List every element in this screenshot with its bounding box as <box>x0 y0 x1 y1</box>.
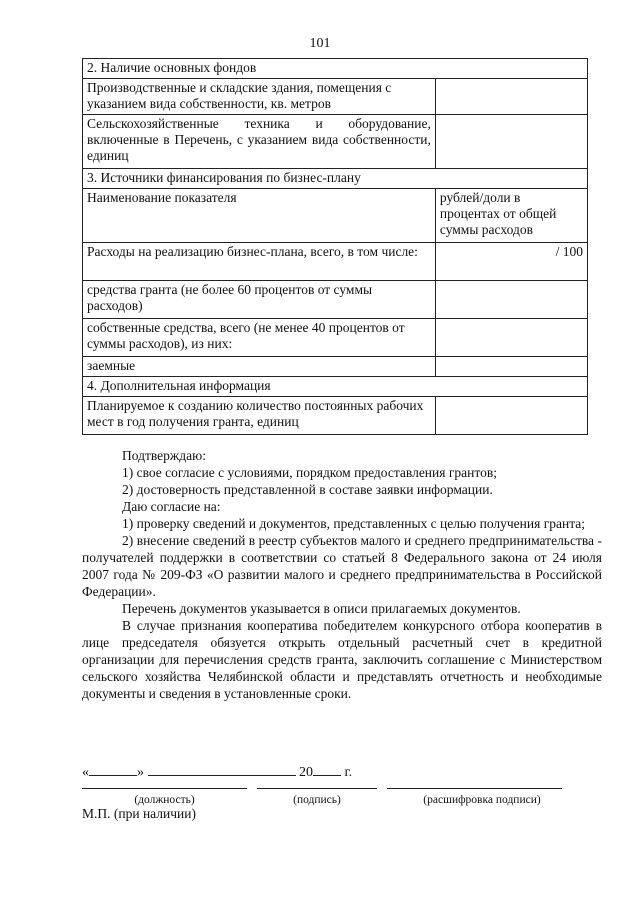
units-column-header: рублей/доли в процентах от общей суммы расходов <box>435 189 587 243</box>
grant-funds-value-cell[interactable] <box>435 281 587 319</box>
borrowed-funds-value-cell[interactable] <box>435 357 587 377</box>
date-quote-open: « <box>82 765 89 780</box>
total-expenses-value[interactable]: / 100 <box>435 243 587 281</box>
table-row <box>83 319 588 357</box>
table-row <box>83 115 588 169</box>
section-4-header-row <box>83 377 588 397</box>
buildings-value-cell[interactable] <box>435 79 587 115</box>
position-label: (должность) <box>134 794 195 806</box>
signature-lines <box>82 788 582 790</box>
equipment-value-cell[interactable] <box>435 115 587 169</box>
date-quote-close: » <box>137 765 144 780</box>
table-row <box>83 397 588 435</box>
section-2-header-row <box>83 59 588 79</box>
date-year-blank[interactable] <box>313 762 341 776</box>
consent-heading: Даю согласие на: <box>122 499 221 514</box>
total-expenses-label: Расходы на реализацию бизнес-плана, всего, в том числе: <box>83 243 436 281</box>
table-row <box>83 357 588 377</box>
application-form-table <box>82 58 588 435</box>
consent-item-1: 1) проверку сведений и документов, представленных с целью получения гранта; <box>122 516 586 531</box>
equipment-label-text: Сельскохозяйственные техника и оборудование, включенные в Перечень, с указанием вида собственности, единиц <box>87 116 431 163</box>
stamp-place-label: М.П. (при наличии) <box>82 806 196 821</box>
section-3-header-row <box>83 169 588 189</box>
jobs-label: Планируемое к созданию количество постоянных рабочих мест в год получения гранта, единиц <box>83 397 436 435</box>
date-year-suffix: г. <box>344 765 353 780</box>
position-line[interactable] <box>82 788 247 789</box>
own-funds-label: собственные средства, всего (не менее 40 процентов от суммы расходов), из них: <box>83 319 436 357</box>
buildings-label: Производственные и складские здания, помещения с указанием вида собственности, кв. метров <box>83 79 436 115</box>
section-2-header: 2. Наличие основных фондов <box>83 59 588 79</box>
obligation-paragraph: В случае признания кооператива победителем конкурсного отбора кооператив в лице председателя обязуется открыть отдельный расчетный счет в кредитной организации для перечисления средств гранта, заключить соглашение с Министерством сельского хозяйства Челябинской области и представлять отчетность и необходимые документы и сведения в установленные сроки. <box>82 618 602 701</box>
grant-funds-label: средства гранта (не более 60 процентов от суммы расходов) <box>83 281 436 319</box>
jobs-value-cell[interactable] <box>435 397 587 435</box>
table-header-row <box>83 189 588 243</box>
date-day-blank[interactable] <box>89 762 137 776</box>
confirm-heading: Подтверждаю: <box>122 448 206 463</box>
table-row <box>83 79 588 115</box>
signature-line[interactable] <box>257 788 377 789</box>
table-row <box>83 281 588 319</box>
consent-item-2: 2) внесение сведений в реестр субъектов малого и среднего предпринимательства - получателей поддержки в соответствии со статьей 8 Федерального закона от 24 июля 2007 года № 209-ФЗ «О развитии малого и среднего предпринимательства в Российской Федерации». <box>82 533 602 599</box>
signature-label: (подпись) <box>293 794 341 806</box>
date-month-blank[interactable] <box>148 762 296 776</box>
decoding-label: (расшифровка подписи) <box>423 794 541 806</box>
signature-date-line <box>82 762 582 781</box>
confirm-item-1: 1) свое согласие с условиями, порядком предоставления грантов; <box>122 465 497 480</box>
confirm-item-2: 2) достоверность представленной в составе заявки информации. <box>122 482 493 497</box>
table-row <box>83 243 588 281</box>
own-funds-value-cell[interactable] <box>435 319 587 357</box>
decoding-line[interactable] <box>387 788 562 789</box>
section-3-header: 3. Источники финансирования по бизнес-плану <box>83 169 588 189</box>
date-year-prefix: 20 <box>299 765 313 780</box>
equipment-label <box>83 115 436 169</box>
indicator-column-header: Наименование показателя <box>83 189 436 243</box>
borrowed-funds-label: заемные <box>83 357 436 377</box>
page-number: 101 <box>309 36 331 51</box>
section-4-header: 4. Дополнительная информация <box>83 377 588 397</box>
confirmation-text <box>82 447 602 702</box>
documents-note: Перечень документов указывается в описи прилагаемых документов. <box>122 601 521 616</box>
